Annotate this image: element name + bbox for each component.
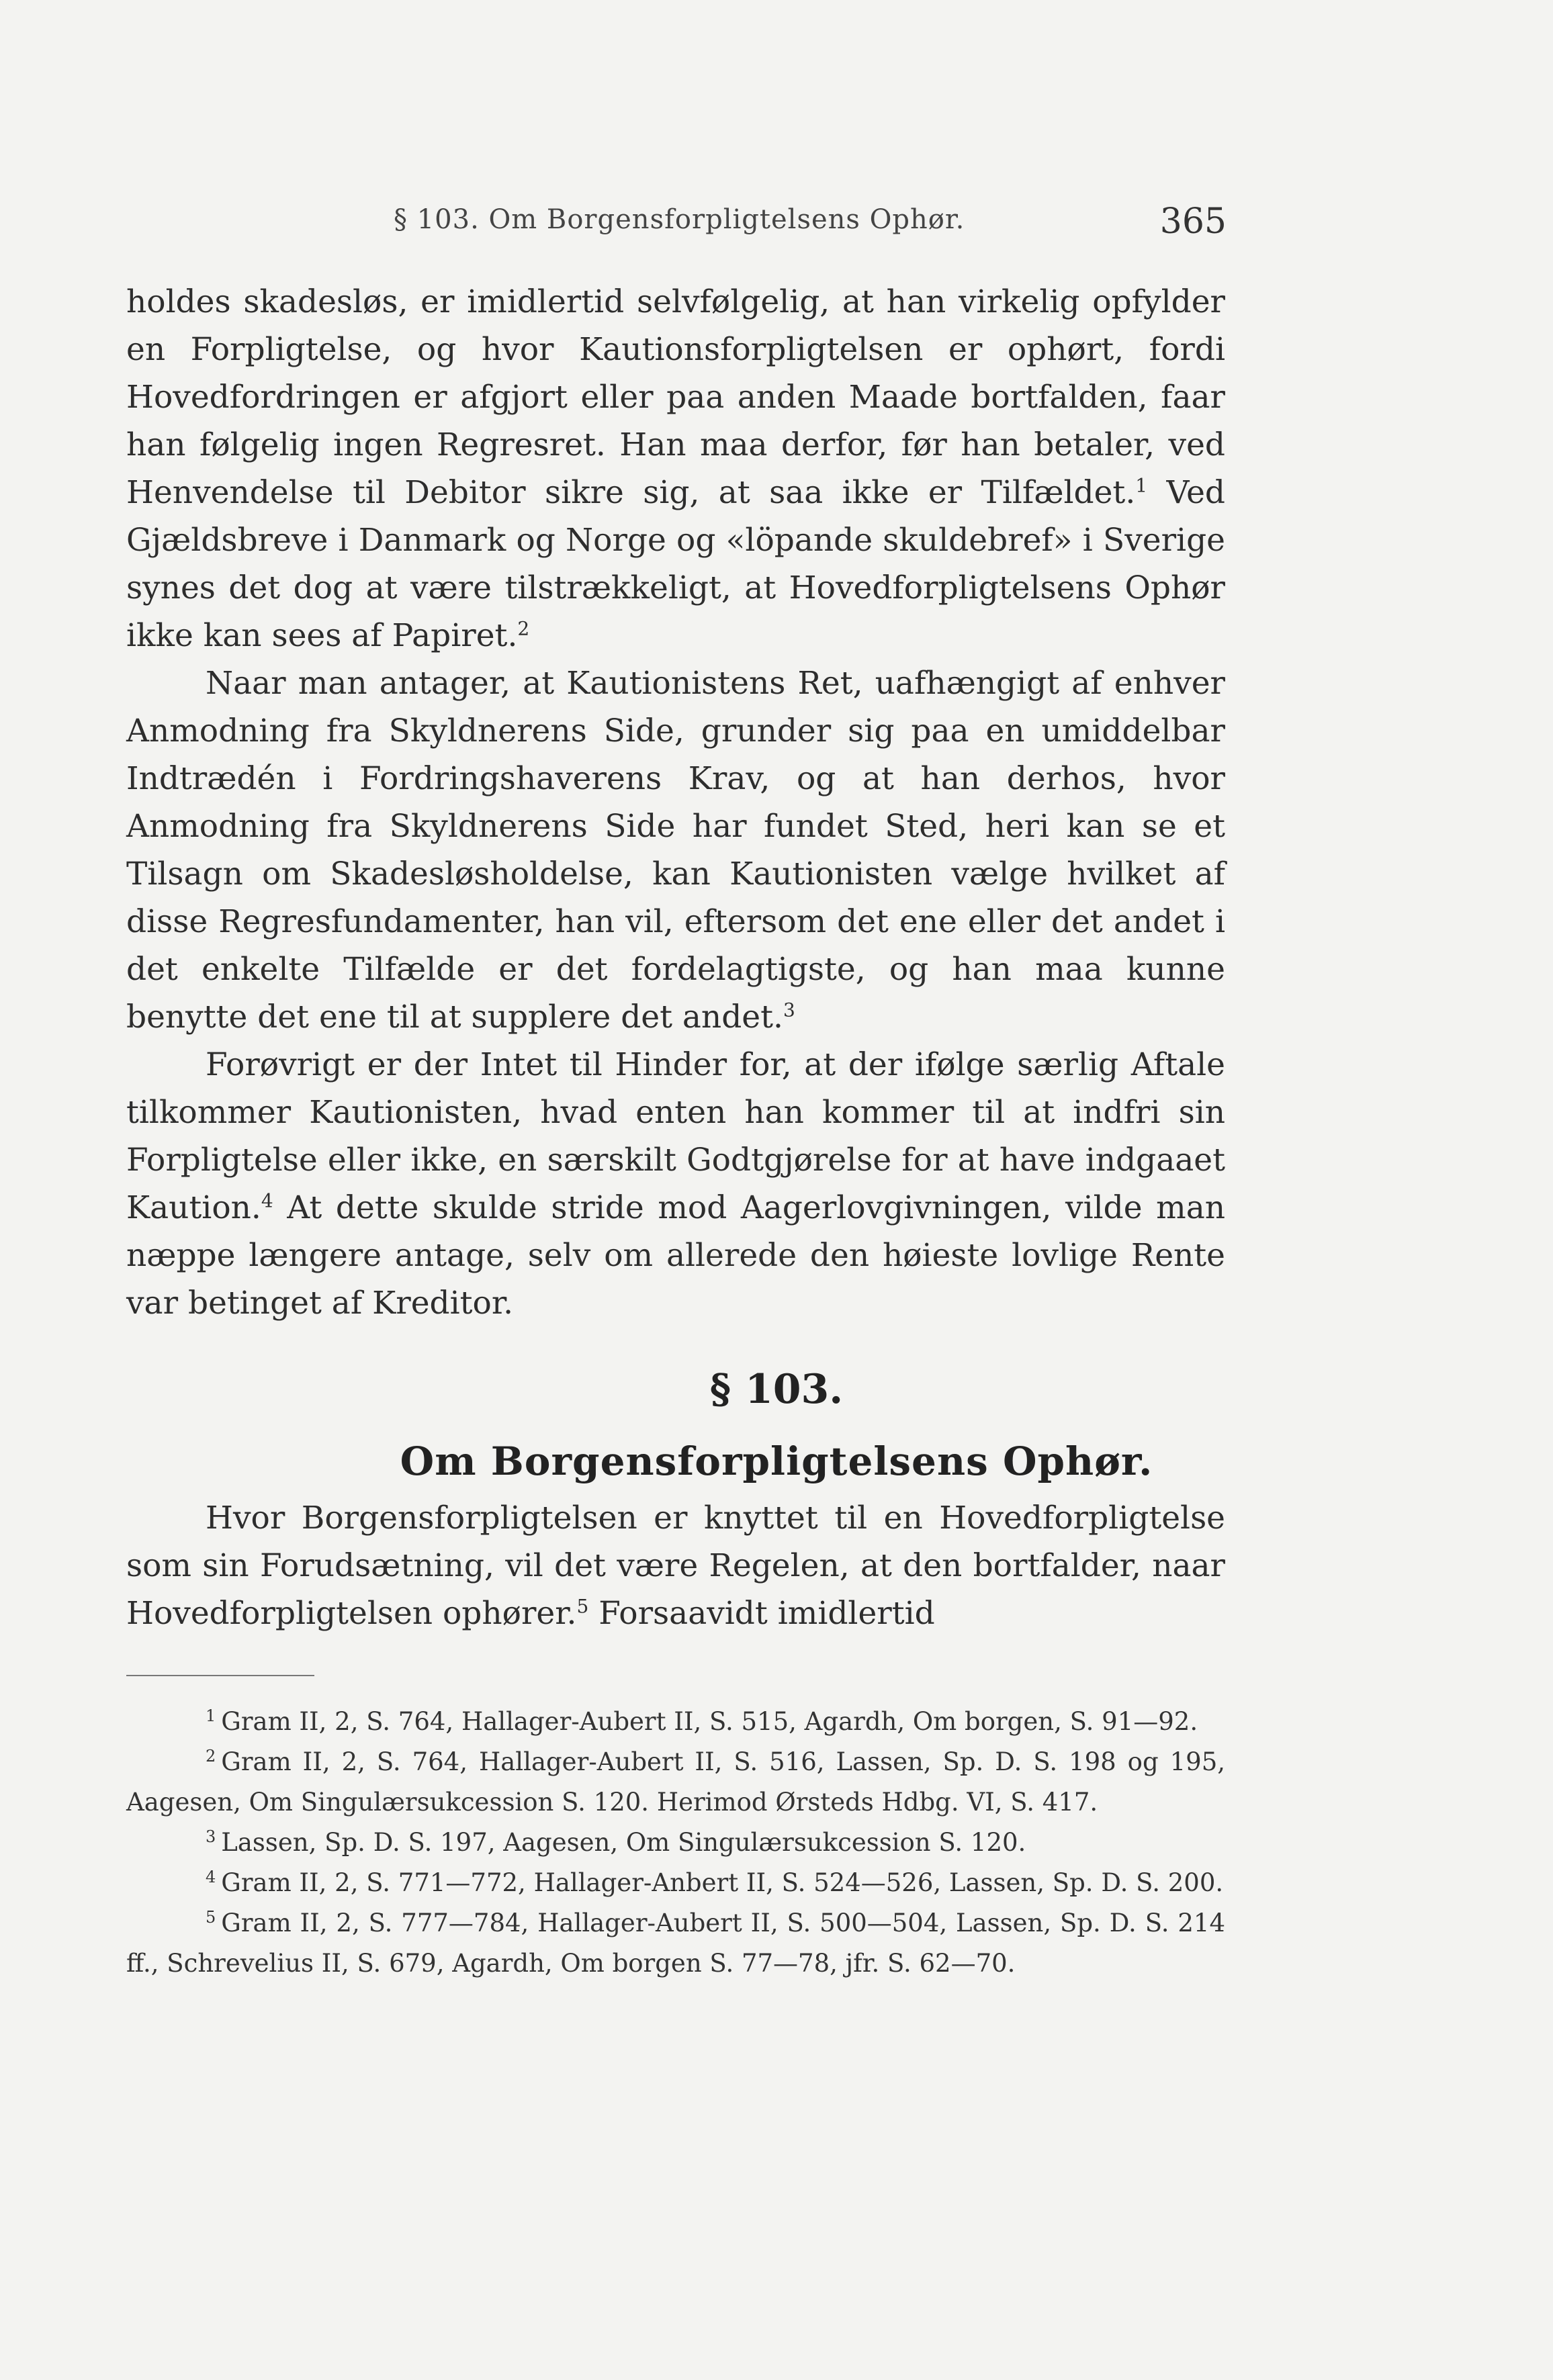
running-head-title: § 103. Om Borgensforpligtelsens Ophør. — [394, 204, 965, 235]
paragraph-text: holdes skadesløs, er imidlertid selvfølgelig, at han virkelig opfylder en Forpligtelse, og hvor Kautionsforpligtelsen er ophørt, fordi Hovedfordringen er afgjort eller paa anden Maade bortfalden, faar han følgelig ingen Regresret. Han maa derfor, før han betaler, ved Henvendelse til Debitor sikre sig, at saa ikke er Tilfældet. — [126, 283, 1225, 511]
section-number: § 103. — [709, 1366, 844, 1413]
footnote-mark: 3 — [206, 1827, 216, 1846]
paragraph-text: Ved Gjældsbreve i Danmark og Norge og «löpande skuldebref» i Sverige synes det dog at være tilstrækkeligt, at Hovedforpligtelsens Ophør ikke kan sees af Papiret. — [126, 474, 1226, 654]
paragraph-text: Hvor Borgensforpligtelsen er knyttet til en Hovedforpligtelse som sin Forudsætning, vil det være Regelen, at den bortfalder, naar Hovedforpligtelsen ophører. — [126, 1500, 1225, 1632]
running-head — [125, 201, 1227, 255]
footnote-divider — [126, 1675, 314, 1676]
paragraph — [126, 1041, 1225, 1327]
footnote — [126, 1903, 1225, 1984]
footnote — [126, 1863, 1225, 1903]
footnote-text: Lassen, Sp. D. S. 197, Aagesen, Om Singulærsukcession S. 120. — [221, 1828, 1026, 1857]
paragraph-text: At dette skulde stride mod Aagerlovgivningen, vilde man næppe længere antage, selv om allerede den høieste lovlige Rente var betinget af Kreditor. — [126, 1189, 1225, 1322]
paragraph-text: Naar man antager, at Kautionistens Ret, uafhængigt af enhver Anmodning fra Skyldnerens Side, grunder sig paa en umiddelbar Indtrædén i Fordringshaverens Krav, og at han derhos, hvor Anmodning fra Skyldnerens Side har fundet Sted, heri kan se et Tilsagn om Skadesløsholdelse, kan Kautionisten vælge hvilket af disse Regresfundamenter, han vil, eftersom det ene eller det andet i det enkelte Tilfælde er det fordelagtigste, og han maa kunne benytte det ene til at supplere det andet. — [126, 665, 1225, 1036]
footnote-ref: 5 — [576, 1595, 589, 1618]
footnotes — [126, 1702, 1225, 1984]
paragraph — [126, 1494, 1225, 1637]
footnote-mark: 4 — [206, 1867, 216, 1886]
footnote — [126, 1742, 1225, 1823]
footnote-text: Gram II, 2, S. 764, Hallager-Aubert II, S. 516, Lassen, Sp. D. S. 198 og 195, Aagesen, Om Singulærsukcession S. 120. Herimod Ørsteds Hdbg. VI, S. 417. — [126, 1747, 1225, 1817]
body-text-top — [126, 278, 1225, 1327]
footnote-mark: 2 — [206, 1746, 216, 1766]
paragraph-text: Forøvrigt er der Intet til Hinder for, at der ifølge særlig Aftale tilkommer Kautionisten, hvad enten han kommer til at indfri sin Forpligtelse eller ikke, en særskilt Godtgjørelse for at have indgaaet Kaution. — [126, 1046, 1225, 1226]
footnote-ref: 2 — [517, 617, 530, 640]
paragraph-text: Forsaavidt imidlertid — [588, 1595, 935, 1632]
footnote-text: Gram II, 2, S. 771—772, Hallager-Anbert II, S. 524—526, Lassen, Sp. D. S. 200. — [221, 1868, 1224, 1897]
footnote-ref: 1 — [1135, 474, 1148, 497]
footnote-text: Gram II, 2, S. 777—784, Hallager-Aubert II, S. 500—504, Lassen, Sp. D. S. 214 ff., Schrevelius II, S. 679, Agardh, Om borgen S. 77—78, jfr. S. 62—70. — [126, 1909, 1225, 1978]
footnote-ref: 4 — [261, 1189, 273, 1212]
page-number: 365 — [1159, 201, 1227, 242]
footnote-text: Gram II, 2, S. 764, Hallager-Aubert II, S. 515, Agardh, Om borgen, S. 91—92. — [221, 1707, 1198, 1736]
footnote — [126, 1823, 1225, 1863]
paragraph — [126, 278, 1225, 659]
footnote-mark: 1 — [206, 1706, 216, 1725]
body-text-bottom — [126, 1494, 1225, 1637]
footnote-ref: 3 — [783, 999, 795, 1021]
footnote-mark: 5 — [206, 1907, 216, 1927]
paragraph — [126, 659, 1225, 1041]
footnote — [126, 1702, 1225, 1742]
section-title: Om Borgensforpligtelsens Ophør. — [400, 1438, 1153, 1484]
